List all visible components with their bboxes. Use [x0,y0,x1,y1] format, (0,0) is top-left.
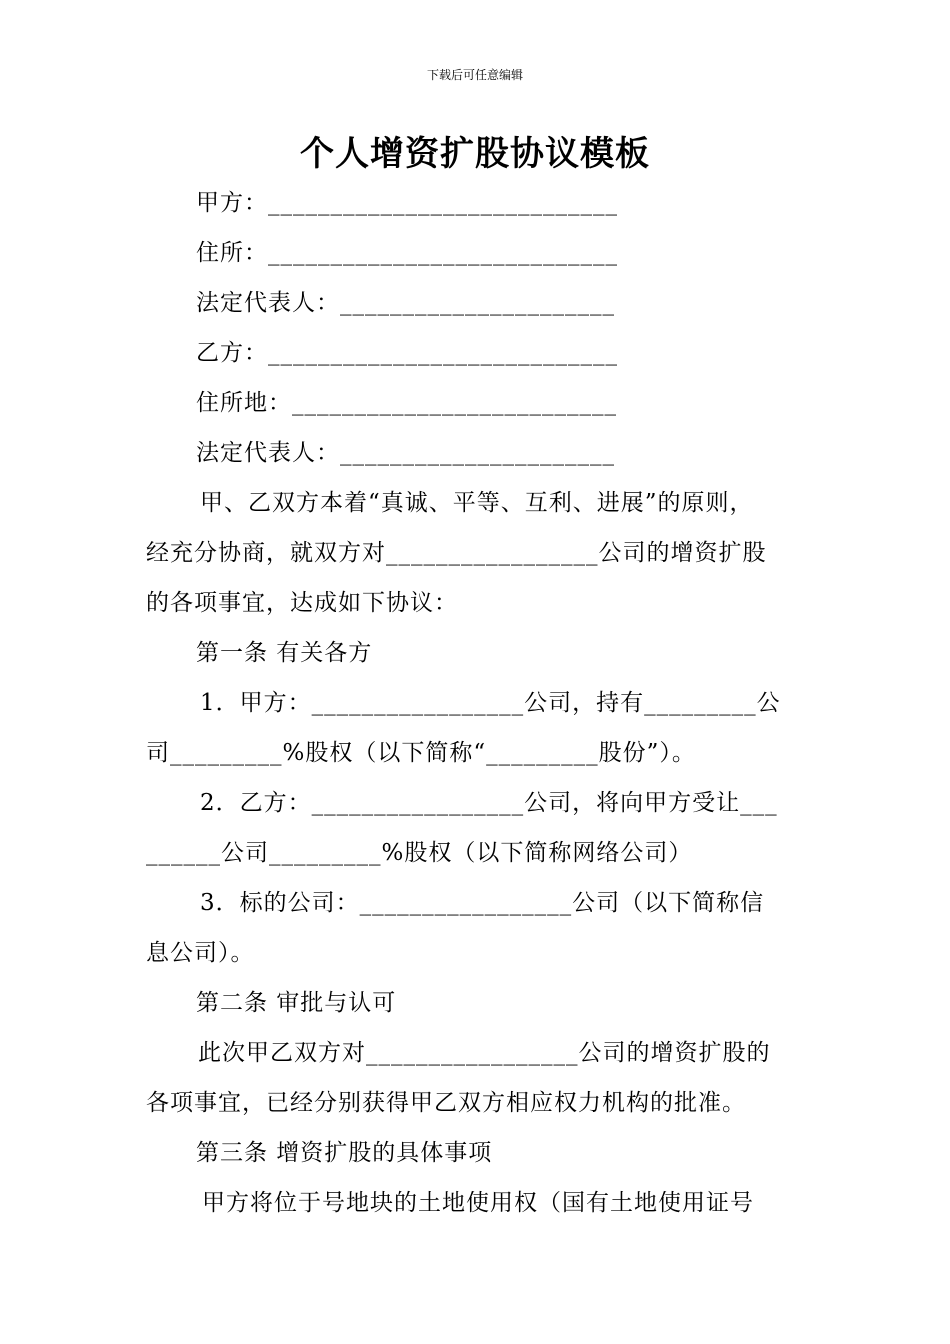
article-2-body-line-1: 此次甲乙双方对_________________公司的增资扩股的 [198,1040,771,1066]
party-b-representative-line: 法定代表人：______________________ [196,440,615,466]
article-1-item-1-line-1: 1．甲方：_________________公司，持有_________公 [200,690,781,716]
article-1-heading: 第一条 有关各方 [196,640,373,666]
preamble-line-3: 的各项事宜，达成如下协议： [146,590,458,616]
party-a-representative-line: 法定代表人：______________________ [196,290,615,316]
article-3-body-line-1: 甲方将位于号地块的土地使用权（国有土地使用证号 [202,1190,754,1216]
article-3-heading: 第三条 增资扩股的具体事项 [196,1140,493,1166]
preamble-line-1: 甲、乙双方本着“真诚、平等、互利、进展”的原则， [200,490,754,516]
party-b-address-line: 住所地：__________________________ [196,390,617,416]
header-note: 下载后可任意编辑 [426,68,523,82]
party-a-address-line: 住所：____________________________ [196,240,618,266]
party-b-line: 乙方：____________________________ [196,340,618,366]
party-a-line: 甲方：____________________________ [196,190,618,216]
preamble-line-2: 经充分协商，就双方对_________________公司的增资扩股 [146,540,767,566]
article-1-item-3-line-2: 息公司）。 [146,940,255,966]
article-1-item-3-line-1: 3．标的公司：_________________公司（以下简称信 [200,890,765,916]
article-2-body-line-2: 各项事宜，已经分别获得甲乙双方相应权力机构的批准。 [146,1090,746,1116]
document-title: 个人增资扩股协议模板 [300,134,650,174]
article-1-item-2-line-2: ______公司_________%股权（以下简称网络公司） [146,840,693,866]
article-1-item-2-line-1: 2．乙方：_________________公司，将向甲方受让___ [200,790,778,816]
article-1-item-1-line-2: 司_________%股权（以下简称“_________股份”）。 [146,740,696,766]
article-2-heading: 第二条 审批与认可 [196,990,397,1016]
